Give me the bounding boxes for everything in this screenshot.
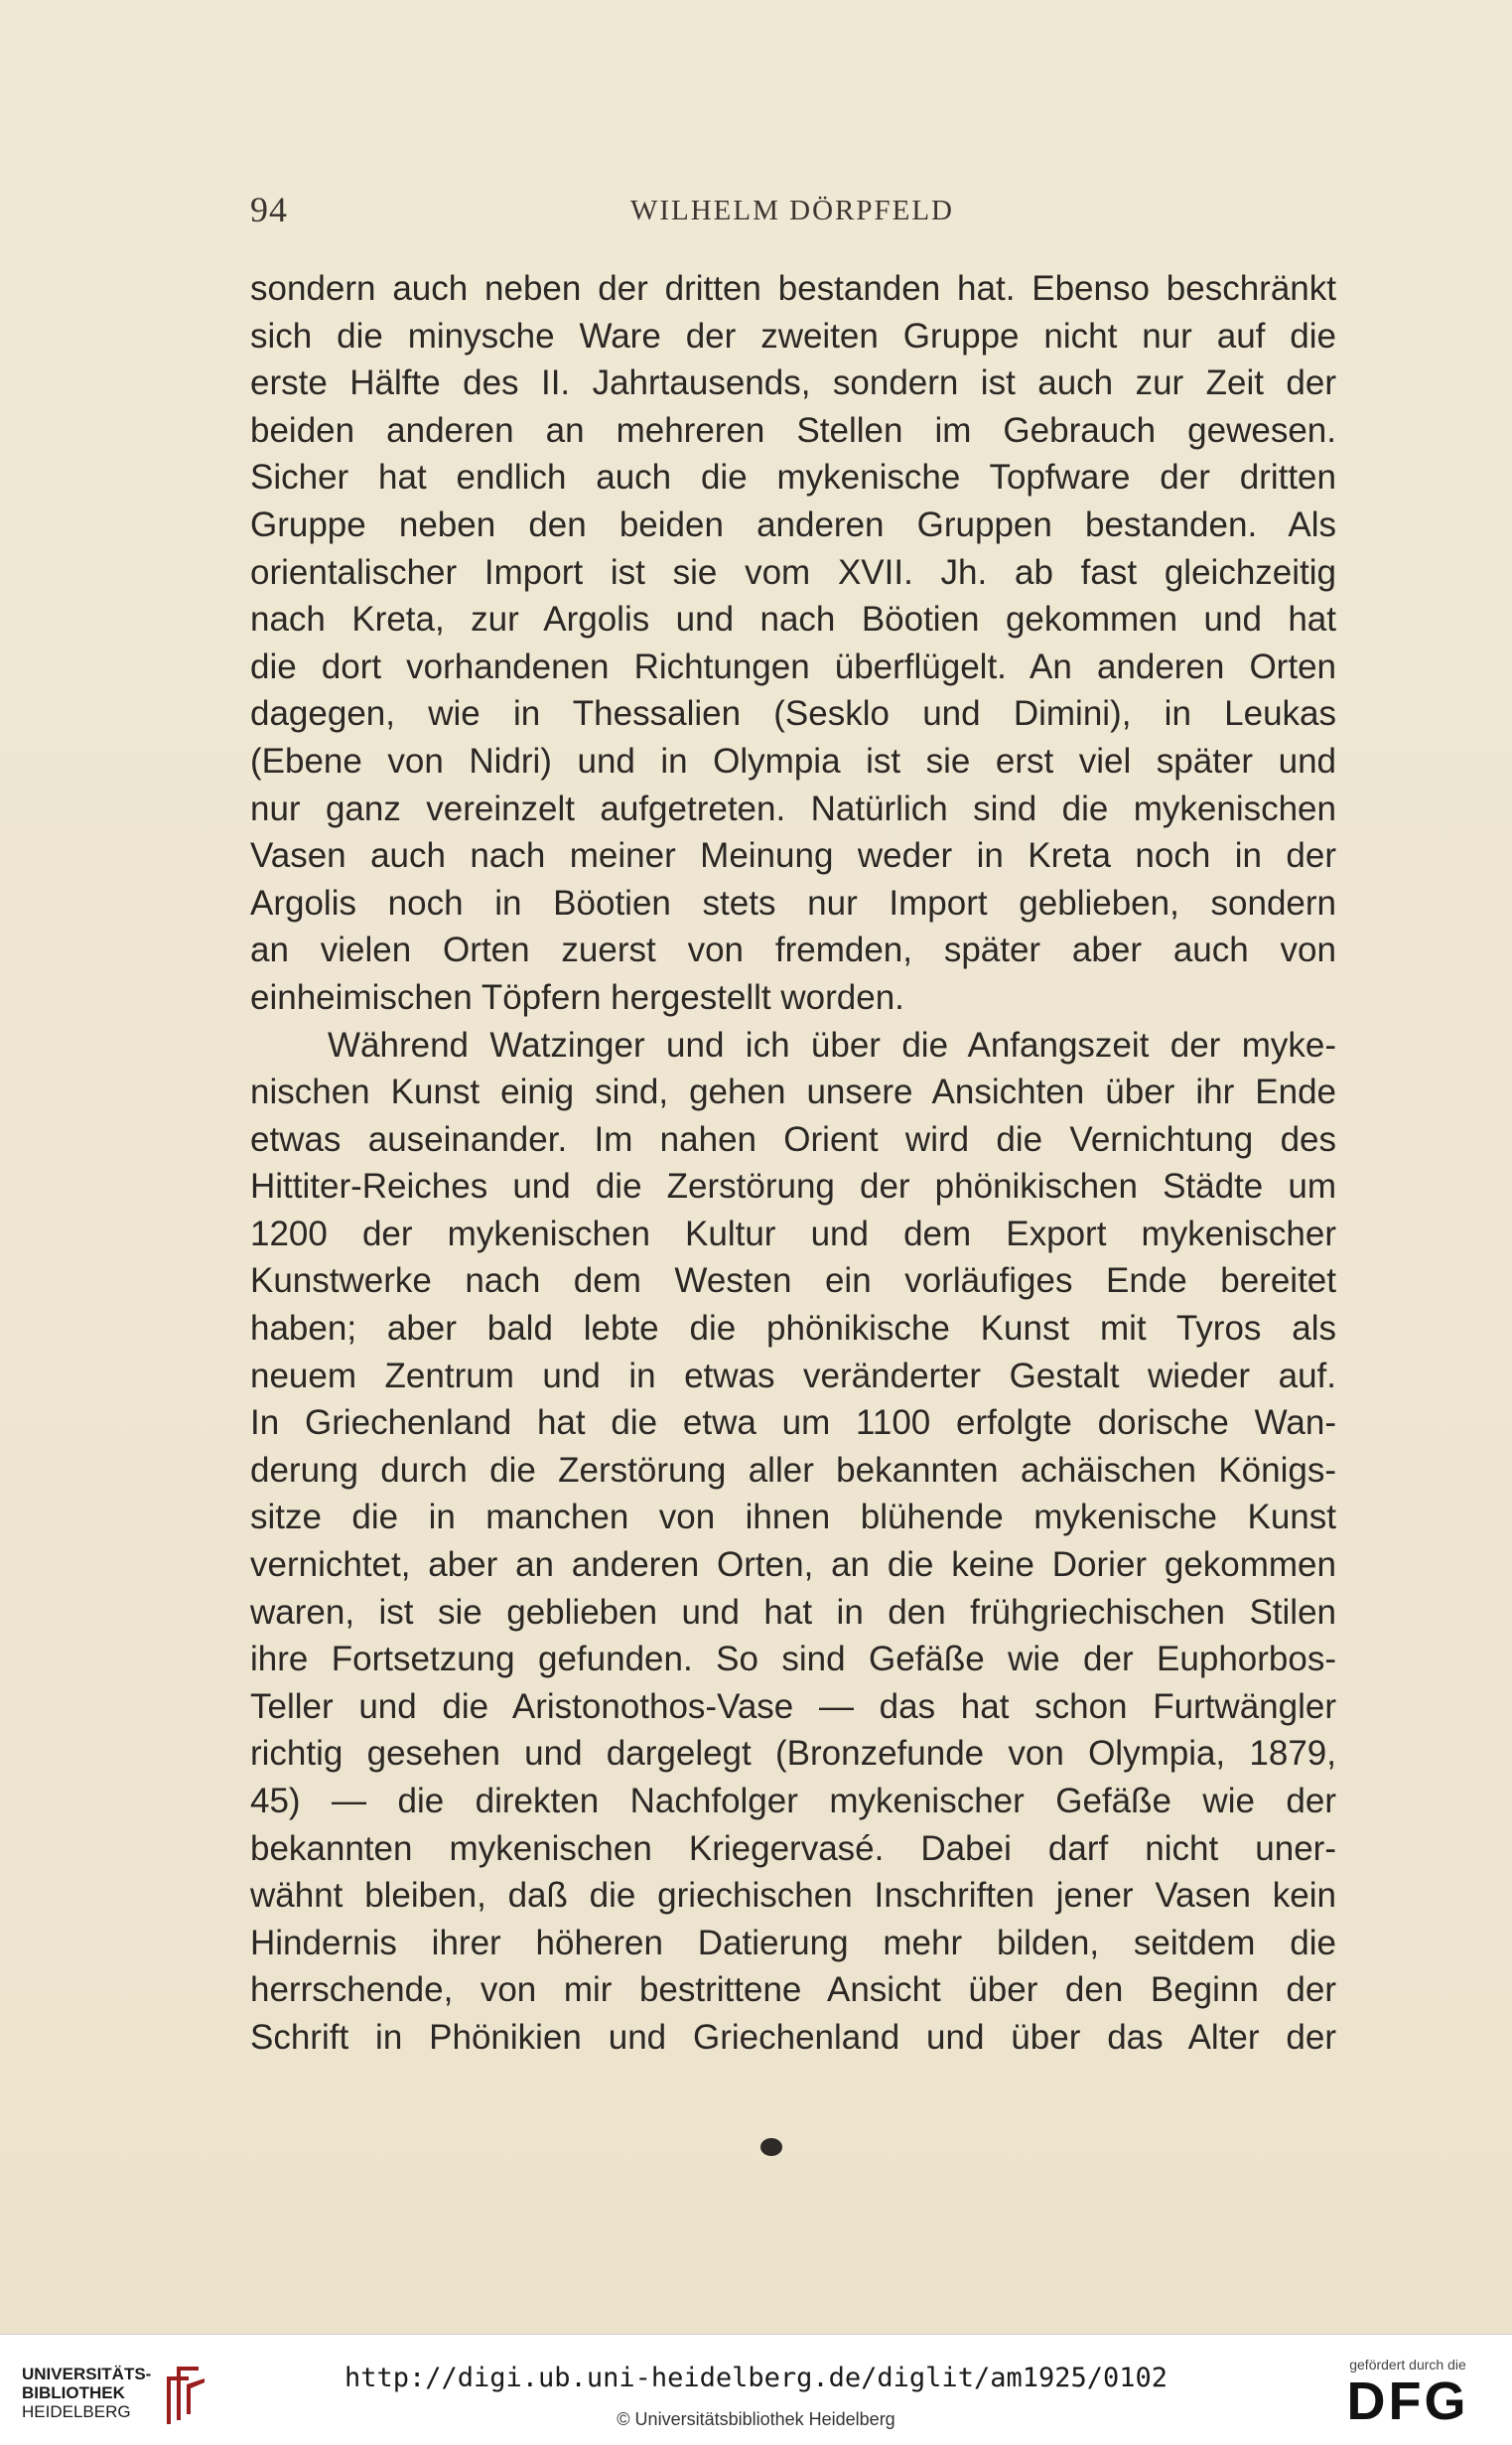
text-line: Hindernis ihrer höheren Datierung mehr bilden, seitdem die — [250, 1923, 1336, 1962]
text-line: Hittiter-Reiches und die Zerstörung der phönikischen Städte um — [250, 1167, 1336, 1207]
text-line: an vielen Orten zuerst von fremden, später aber auch von — [250, 931, 1336, 970]
text-line: bekannten mykenischen Kriegervasé. Dabei darf nicht uner- — [250, 1828, 1336, 1868]
text-line: Sicher hat endlich auch die mykenische Topfware der dritten — [250, 458, 1336, 498]
running-head: WILHELM DÖRPFELD — [629, 195, 954, 226]
body-text — [250, 265, 1336, 2062]
text-line: erste Hälfte des II. Jahrtausends, sondern ist auch zur Zeit der — [250, 363, 1336, 403]
copyright-notice: © Universitätsbibliothek Heidelberg — [617, 2409, 895, 2429]
text-line: Schrift in Phönikien und Griechenland und über das Alter der — [250, 2017, 1336, 2057]
text-line: derung durch die Zerstörung aller bekannten achäischen Königs- — [250, 1450, 1336, 1490]
text-line: 1200 der mykenischen Kultur und dem Export mykenischer — [250, 1214, 1336, 1253]
text-line: sondern auch neben der dritten bestanden hat. Ebenso beschränkt — [250, 269, 1336, 308]
text-line: etwas auseinander. Im nahen Orient wird die Vernichtung des — [250, 1119, 1336, 1159]
text-line: 45) — die direkten Nachfolger mykenischer Gefäße wie der — [250, 1782, 1336, 1820]
library-name-line: BIBLIOTHEK — [22, 2383, 125, 2402]
library-name-line: UNIVERSITÄTS- — [22, 2365, 152, 2383]
text-line: neuem Zentrum und in etwas veränderter Gestalt wieder auf. — [250, 1356, 1336, 1395]
dfg-logo[interactable] — [1333, 2357, 1482, 2430]
document-url-link[interactable]: http://digi.ub.uni-heidelberg.de/diglit/am1925/0102 — [344, 2363, 1168, 2393]
text-line: sitze die in manchen von ihnen blühende mykenische Kunst — [250, 1498, 1336, 1537]
text-line: waren, ist sie geblieben und hat in den frühgriechischen Stilen — [250, 1592, 1336, 1632]
library-name-line: HEIDELBERG — [22, 2402, 131, 2421]
page-number: 94 — [250, 190, 288, 229]
text-line: nur ganz vereinzelt aufgetreten. Natürlich sind die mykenischen — [250, 789, 1336, 828]
catchword-ornament-icon — [760, 2138, 782, 2156]
funded-by-label: gefördert durch die — [1349, 2357, 1466, 2373]
text-line: (Ebene von Nidri) und in Olympia ist sie erst viel später und — [250, 741, 1336, 781]
text-line: einheimischen Töpfern hergestellt worden. — [250, 977, 904, 1017]
text-line: Argolis noch in Böotien stets nur Import geblieben, sondern — [250, 883, 1336, 923]
footer-bar — [0, 2334, 1512, 2445]
text-line: beiden anderen an mehreren Stellen im Gebrauch gewesen. — [250, 410, 1336, 450]
text-line: Teller und die Aristonothos-Vase — das hat schon Furtwängler — [250, 1686, 1336, 1726]
text-line: nischen Kunst einig sind, gehen unsere Ansichten über ihr Ende — [250, 1073, 1336, 1112]
paragraph-start-line: Während Watzinger und ich über die Anfangszeit der myke- — [328, 1025, 1336, 1065]
text-line: haben; aber bald lebte die phönikische Kunst mit Tyros als — [250, 1309, 1336, 1349]
text-line: dagegen, wie in Thessalien (Sesklo und Dimini), in Leukas — [250, 694, 1336, 734]
text-line: ihre Fortsetzung gefunden. So sind Gefäße wie der Euphorbos- — [250, 1640, 1336, 1679]
text-line: nach Kreta, zur Argolis und nach Böotien gekommen und hat — [250, 600, 1336, 640]
text-line: die dort vorhandenen Richtungen überflügelt. An anderen Orten — [250, 647, 1336, 686]
dfg-wordmark: DFG — [1346, 2372, 1469, 2431]
text-line: wähnt bleiben, daß die griechischen Inschriften jener Vasen kein — [250, 1876, 1336, 1916]
text-line: Kunstwerke nach dem Westen ein vorläufiges Ende bereitet — [250, 1261, 1336, 1301]
text-line: In Griechenland hat die etwa um 1100 erfolgte dorische Wan- — [250, 1403, 1336, 1443]
text-line: herrschende, von mir bestrittene Ansicht über den Beginn der — [250, 1970, 1336, 2010]
text-line: Gruppe neben den beiden anderen Gruppen bestanden. Als — [250, 504, 1336, 544]
text-line: richtig gesehen und dargelegt (Bronzefunde von Olympia, 1879, — [250, 1734, 1336, 1774]
text-line: vernichtet, aber an anderen Orten, an die keine Dorier gekommen — [250, 1545, 1336, 1585]
page-header — [250, 189, 1334, 238]
text-line: orientalischer Import ist sie vom XVII. Jh. ab fast gleichzeitig — [250, 552, 1336, 592]
text-line: Vasen auch nach meiner Meinung weder in Kreta noch in der — [250, 836, 1336, 876]
text-line: sich die minysche Ware der zweiten Gruppe nicht nur auf die — [250, 316, 1336, 356]
